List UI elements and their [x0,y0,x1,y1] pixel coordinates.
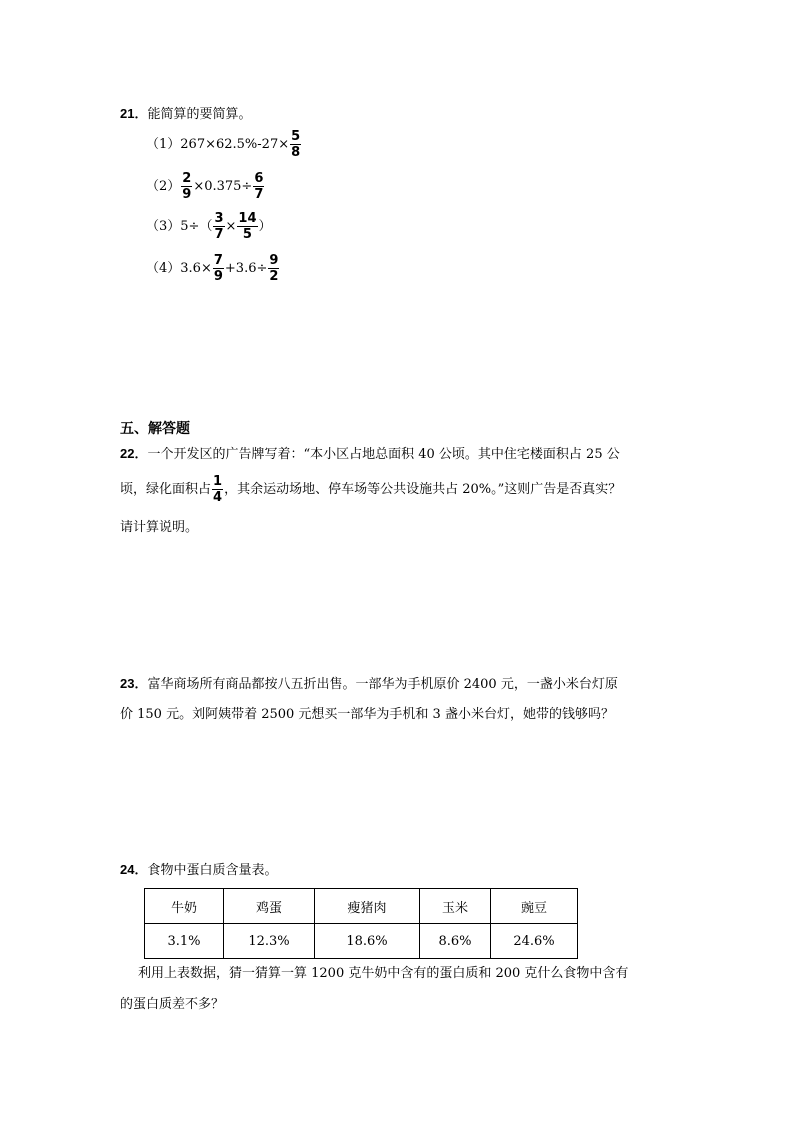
table-header-row [145,889,578,924]
q21-item-3 [146,212,272,241]
q21-item-label: （1） [146,137,181,152]
fraction-numerator: 5 [291,129,301,144]
fraction-denominator: 9 [213,269,223,284]
fraction [181,172,192,201]
fraction-numerator: 7 [213,253,223,268]
q21-item-expression: 267×62.5%-27× [180,137,290,152]
table-header-cell: 瘦猪肉 [315,889,420,924]
fraction [253,172,264,201]
table-header-cell: 牛奶 [145,889,224,924]
fraction-denominator: 4 [213,490,223,505]
q22-line-1 [120,444,620,465]
q22-text: 一个开发区的广告牌写着：“本小区占地总面积 40 公顷。其中住宅楼面积占 25 公 [147,447,620,462]
q24-line-2: 的蛋白质差不多？ [120,997,225,1012]
q21-item-1 [146,130,302,159]
q21-title: 能简算的要简算。 [147,107,252,122]
fraction-numerator: 14 [238,211,257,226]
table-header-cell: 鸡蛋 [224,889,315,924]
fraction-numerator: 2 [182,171,192,186]
q22-line-3: 请计算说明。 [120,520,199,535]
q23-number: 23． [120,676,148,691]
q22-text: ，其余运动场地、停车场等公共设施共占 20%。”这则广告是否真实？ [224,482,622,497]
fraction [290,130,301,159]
q23-line-1 [120,674,618,695]
section-title: 五、解答题 [120,421,190,437]
table-header-cell: 豌豆 [491,889,578,924]
q21-item-expression: × [225,219,237,234]
q22-line-2 [120,475,621,504]
protein-table [144,888,578,959]
fraction-numerator: 1 [213,474,223,489]
q23-text: 富华商场所有商品都按八五折出售。一部华为手机原价 2400 元，一盏小米台灯原 [147,677,618,692]
q21-item-label: （3） [146,219,181,234]
fraction-denominator: 5 [242,227,252,242]
q24-heading [120,860,277,881]
fraction [212,475,223,504]
q24-number: 24． [120,862,148,877]
q22-number: 22． [120,446,148,461]
fraction-numerator: 6 [254,171,264,186]
fraction-numerator: 9 [269,253,279,268]
q21-item-label: （4） [146,261,181,276]
fraction [213,212,224,241]
fraction-denominator: 7 [214,227,224,242]
table-cell: 8.6% [420,924,491,959]
q21-item-2 [146,172,265,201]
fraction [237,212,257,241]
fraction-numerator: 3 [214,211,224,226]
q21-item-expression: +3.6÷ [224,261,268,276]
table-row [145,924,578,959]
fraction-denominator: 2 [269,269,279,284]
q23-line-2: 价 150 元。刘阿姨带着 2500 元想买一部华为手机和 3 盏小米台灯，她带的钱够吗？ [120,707,614,722]
q24-title: 食物中蛋白质含量表。 [147,863,278,878]
fraction-denominator: 8 [291,145,301,160]
fraction-denominator: 7 [254,187,264,202]
q21-item-expression: ×0.375÷ [193,179,253,194]
fraction [213,254,224,283]
q21-number: 21． [120,106,148,121]
table-cell: 18.6% [315,924,420,959]
q21-item-expression: ） [258,219,272,234]
q21-item-4 [146,254,280,283]
q21-heading [120,104,251,125]
q21-item-expression: 3.6× [180,261,212,276]
table-cell: 3.1% [145,924,224,959]
q24-line-1: 利用上表数据，猜一猜算一算 1200 克牛奶中含有的蛋白质和 200 克什么食物中含有 [138,966,629,981]
fraction [268,254,279,283]
table-cell: 12.3% [224,924,315,959]
table-header-cell: 玉米 [420,889,491,924]
table-cell: 24.6% [491,924,578,959]
fraction-denominator: 9 [182,187,192,202]
q21-item-expression: 5÷（ [180,219,213,234]
q21-item-label: （2） [146,179,181,194]
q22-text: 顷，绿化面积占 [120,482,212,497]
